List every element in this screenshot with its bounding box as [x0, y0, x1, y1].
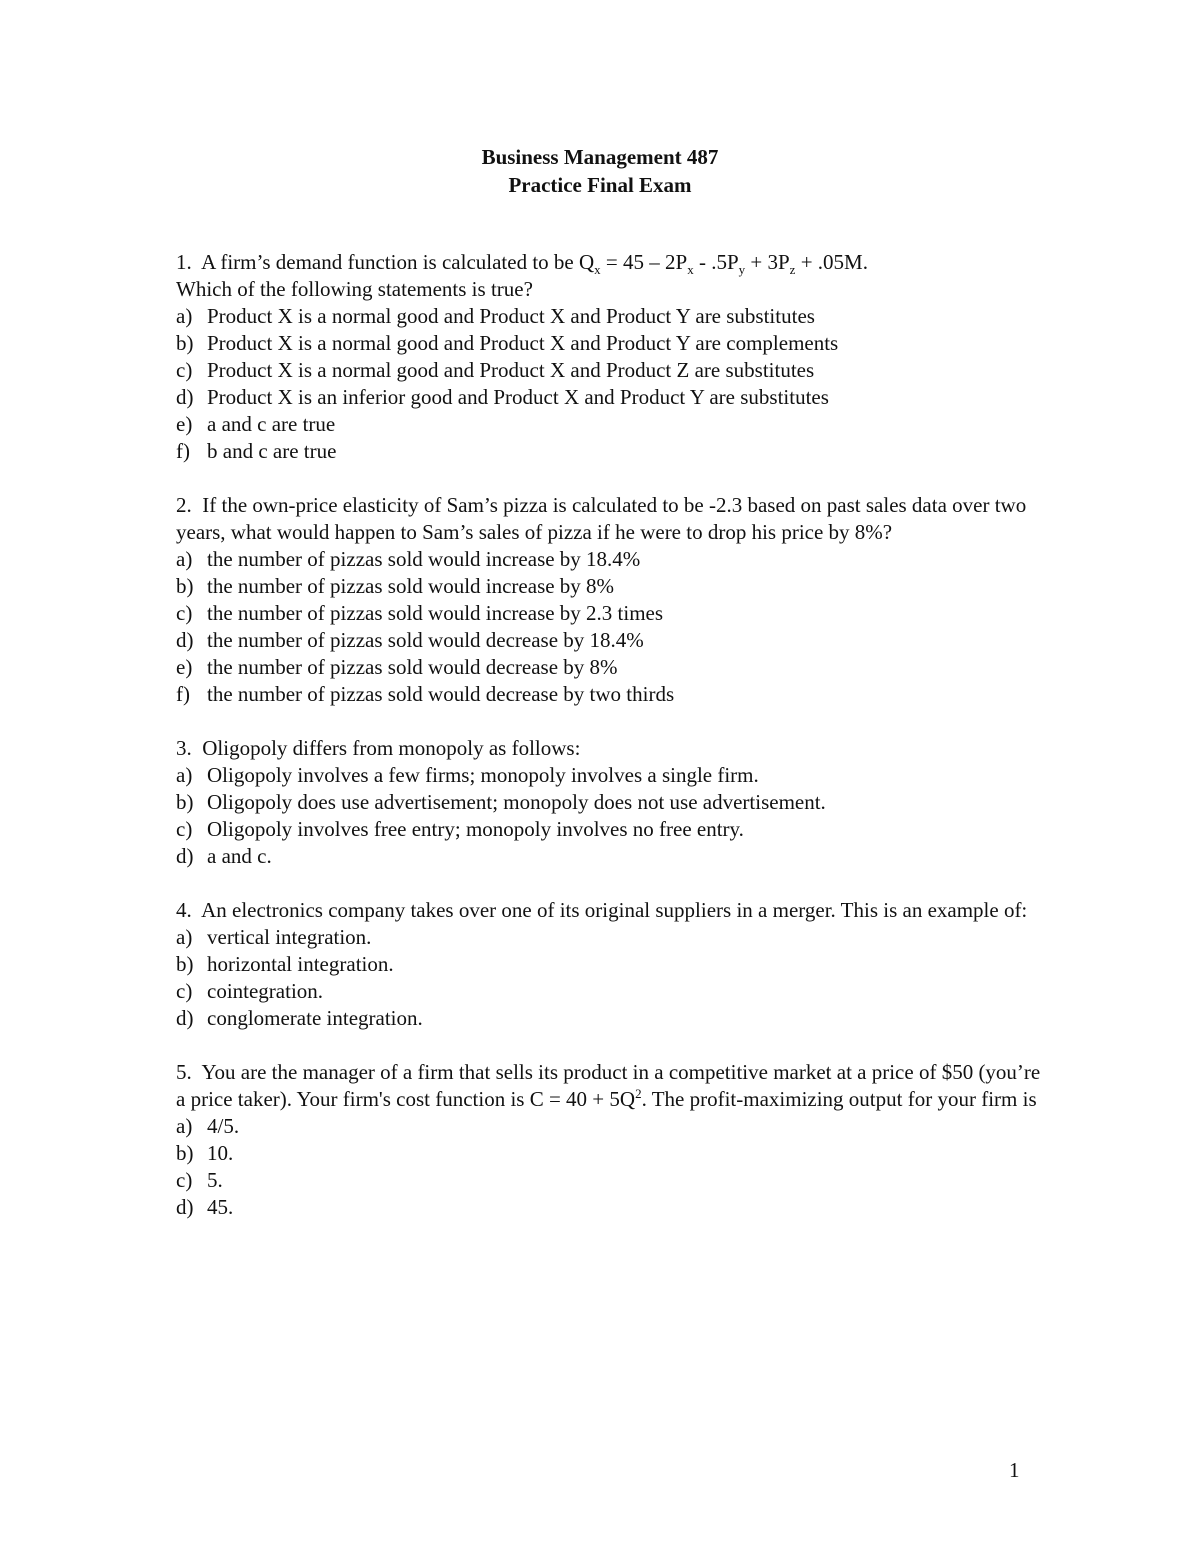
option-label: a)	[176, 1114, 193, 1138]
answer-option	[176, 978, 1046, 1005]
answer-option	[176, 1005, 1046, 1032]
option-text: the number of pizzas sold would decrease by 18.4%	[207, 628, 644, 652]
option-text: Product X is a normal good and Product X and Product Y are substitutes	[207, 304, 815, 328]
option-text: the number of pizzas sold would increase by 8%	[207, 574, 615, 598]
answer-option	[176, 384, 1046, 411]
option-text: Product X is a normal good and Product X and Product Y are complements	[207, 331, 839, 355]
question-list	[176, 249, 1046, 1248]
answer-option	[176, 573, 1046, 600]
option-text: Oligopoly involves free entry; monopoly involves no free entry.	[207, 817, 744, 841]
question-number: 3.	[176, 736, 192, 760]
option-text: Product X is a normal good and Product X and Product Z are substitutes	[207, 358, 815, 382]
option-label: a)	[176, 763, 193, 787]
question-stem: 2. If the own-price elasticity of Sam’s pizza is calculated to be -2.3 based on past sales data over two years, what would happen to Sam’s sales of pizza if he were to drop his price by 8%?	[176, 493, 1027, 544]
option-label: b)	[176, 952, 194, 976]
option-label: d)	[176, 628, 194, 652]
option-text: horizontal integration.	[207, 952, 394, 976]
course-title: Business Management 487	[481, 145, 719, 169]
question-number: 2.	[176, 493, 192, 517]
option-label: c)	[176, 1168, 193, 1192]
option-label: d)	[176, 1006, 194, 1030]
question-5	[176, 1059, 1046, 1221]
question-number: 4.	[176, 898, 192, 922]
option-label: b)	[176, 790, 194, 814]
answer-option	[176, 1167, 1046, 1194]
option-text: a and c.	[207, 844, 272, 868]
answer-option	[176, 357, 1046, 384]
option-label: d)	[176, 1195, 194, 1219]
question-2	[176, 492, 1046, 708]
page-number: 1	[1009, 1458, 1020, 1482]
answer-option	[176, 1113, 1046, 1140]
question-1	[176, 249, 1046, 465]
answer-option	[176, 411, 1046, 438]
option-text: Product X is an inferior good and Product X and Product Y are substitutes	[207, 385, 829, 409]
option-label: a)	[176, 925, 193, 949]
option-text: Oligopoly does use advertisement; monopoly does not use advertisement.	[207, 790, 826, 814]
option-text: b and c are true	[207, 439, 337, 463]
question-number: 5.	[176, 1060, 192, 1084]
option-label: a)	[176, 304, 193, 328]
option-text: a and c are true	[207, 412, 336, 436]
question-4	[176, 897, 1046, 1032]
answer-option	[176, 330, 1046, 357]
option-text: cointegration.	[207, 979, 324, 1003]
exam-title: Practice Final Exam	[508, 173, 692, 197]
answer-option	[176, 546, 1046, 573]
option-label: b)	[176, 574, 194, 598]
option-text: 10.	[207, 1141, 234, 1165]
exam-header	[0, 143, 1200, 199]
option-text: vertical integration.	[207, 925, 372, 949]
question-3	[176, 735, 1046, 870]
answer-option	[176, 789, 1046, 816]
answer-option	[176, 303, 1046, 330]
option-label: a)	[176, 547, 193, 571]
answer-option	[176, 438, 1046, 465]
option-label: c)	[176, 358, 193, 382]
option-label: b)	[176, 1141, 194, 1165]
option-label: d)	[176, 844, 194, 868]
question-stem: 1. A firm’s demand function is calculated to be $Q_x = 45 - 2P_x - .5P_y + 3P_z + .05M$.	[176, 250, 868, 278]
question-stem: 4. An electronics company takes over one of its original suppliers in a merger. This is an example of:	[176, 898, 1028, 922]
question-stem-line-2: Which of the following statements is true?	[176, 277, 533, 301]
option-text: the number of pizzas sold would decrease by 8%	[207, 655, 618, 679]
option-text: 45.	[207, 1195, 234, 1219]
option-label: b)	[176, 331, 194, 355]
option-label: c)	[176, 979, 193, 1003]
option-label: f)	[176, 439, 190, 463]
answer-option	[176, 1140, 1046, 1167]
option-label: e)	[176, 655, 193, 679]
option-label: e)	[176, 412, 193, 436]
option-text: Oligopoly involves a few firms; monopoly involves a single firm.	[207, 763, 759, 787]
option-label: f)	[176, 682, 190, 706]
question-stem: 5. You are the manager of a firm that sells its product in a competitive market at a price of $50 (you’re a price taker). Your firm's cost function is $C = 40 + 5Q^2$. The profit-maximizing output for your firm is	[176, 1060, 1041, 1111]
question-number: 1.	[176, 250, 192, 274]
answer-option	[176, 681, 1046, 708]
answer-option	[176, 924, 1046, 951]
answer-option	[176, 816, 1046, 843]
option-text: conglomerate integration.	[207, 1006, 423, 1030]
option-text: 5.	[207, 1168, 223, 1192]
option-label: c)	[176, 817, 193, 841]
answer-option	[176, 951, 1046, 978]
answer-option	[176, 654, 1046, 681]
answer-option	[176, 600, 1046, 627]
answer-option	[176, 843, 1046, 870]
question-stem: 3. Oligopoly differs from monopoly as follows:	[176, 736, 581, 760]
option-text: the number of pizzas sold would decrease by two thirds	[207, 682, 675, 706]
option-text: 4/5.	[207, 1114, 240, 1138]
option-text: the number of pizzas sold would increase by 2.3 times	[207, 601, 664, 625]
answer-option	[176, 762, 1046, 789]
answer-option	[176, 627, 1046, 654]
answer-option	[176, 1194, 1046, 1221]
option-label: d)	[176, 385, 194, 409]
option-text: the number of pizzas sold would increase by 18.4%	[207, 547, 641, 571]
option-label: c)	[176, 601, 193, 625]
